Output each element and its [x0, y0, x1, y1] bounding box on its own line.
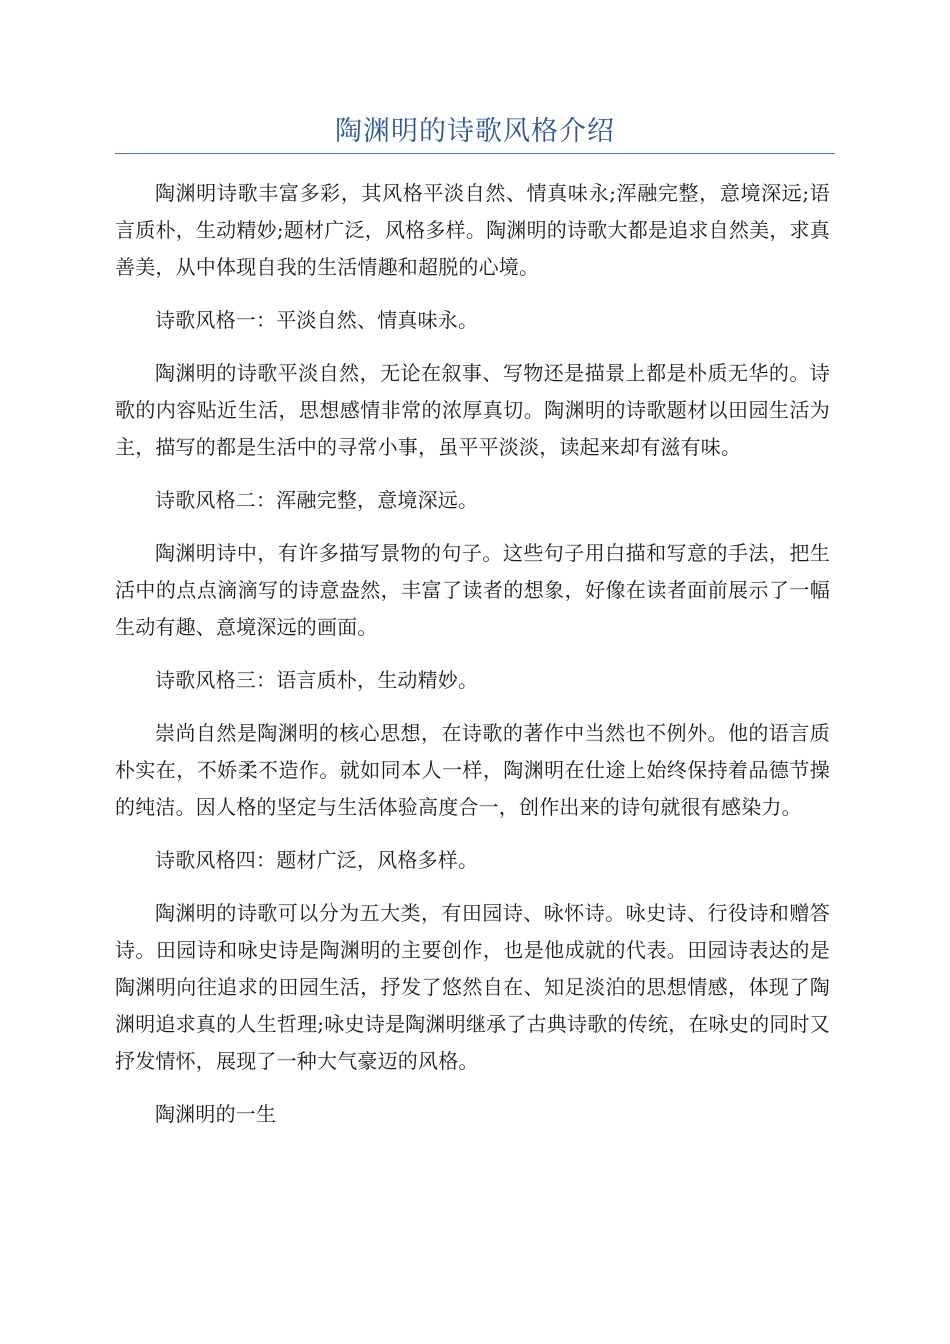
- paragraph-intro: 陶渊明诗歌丰富多彩，其风格平淡自然、情真味永;浑融完整，意境深远;语言质朴，生动精妙;题材广泛，风格多样。陶渊明的诗歌大都是追求自然美，求真善美，从中体现自我的生活情趣和超脱的心境。: [115, 181, 830, 279]
- paragraph-style-2: 陶渊明诗中，有许多描写景物的句子。这些句子用白描和写意的手法，把生活中的点点滴滴写的诗意盎然，丰富了读者的想象，好像在读者面前展示了一幅生动有趣、意境深远的画面。: [115, 541, 830, 639]
- section-heading-style-2: 诗歌风格二：浑融完整，意境深远。: [155, 488, 479, 512]
- section-heading-style-4: 诗歌风格四：题材广泛，风格多样。: [155, 848, 479, 872]
- paragraph-style-1: 陶渊明的诗歌平淡自然，无论在叙事、写物还是描景上都是朴质无华的。诗歌的内容贴近生活，思想感情非常的浓厚真切。陶渊明的诗歌题材以田园生活为主，描写的都是生活中的寻常小事，虽平平淡淡，读起来却有滋有味。: [115, 361, 830, 459]
- title-underline: [115, 153, 835, 154]
- section-heading-life: 陶渊明的一生: [155, 1102, 277, 1126]
- section-heading-style-1: 诗歌风格一：平淡自然、情真味永。: [155, 308, 479, 332]
- document-body: [115, 175, 830, 1149]
- section-heading-style-3: 诗歌风格三：语言质朴，生动精妙。: [155, 668, 479, 692]
- paragraph-style-4: 陶渊明的诗歌可以分为五大类，有田园诗、咏怀诗。咏史诗、行役诗和赠答诗。田园诗和咏史诗是陶渊明的主要创作，也是他成就的代表。田园诗表达的是陶渊明向往追求的田园生活，抒发了悠然自在、知足淡泊的思想情感，体现了陶渊明追求真的人生哲理;咏史诗是陶渊明继承了古典诗歌的传统，在咏史的同时又抒发情怀，展现了一种大气豪迈的风格。: [115, 901, 830, 1073]
- paragraph-style-3: 崇尚自然是陶渊明的核心思想，在诗歌的著作中当然也不例外。他的语言质朴实在，不娇柔不造作。就如同本人一样，陶渊明在仕途上始终保持着品德节操的纯洁。因人格的坚定与生活体验高度合一，创作出来的诗句就很有感染力。: [115, 721, 830, 819]
- page-title: 陶渊明的诗歌风格介绍: [335, 116, 615, 147]
